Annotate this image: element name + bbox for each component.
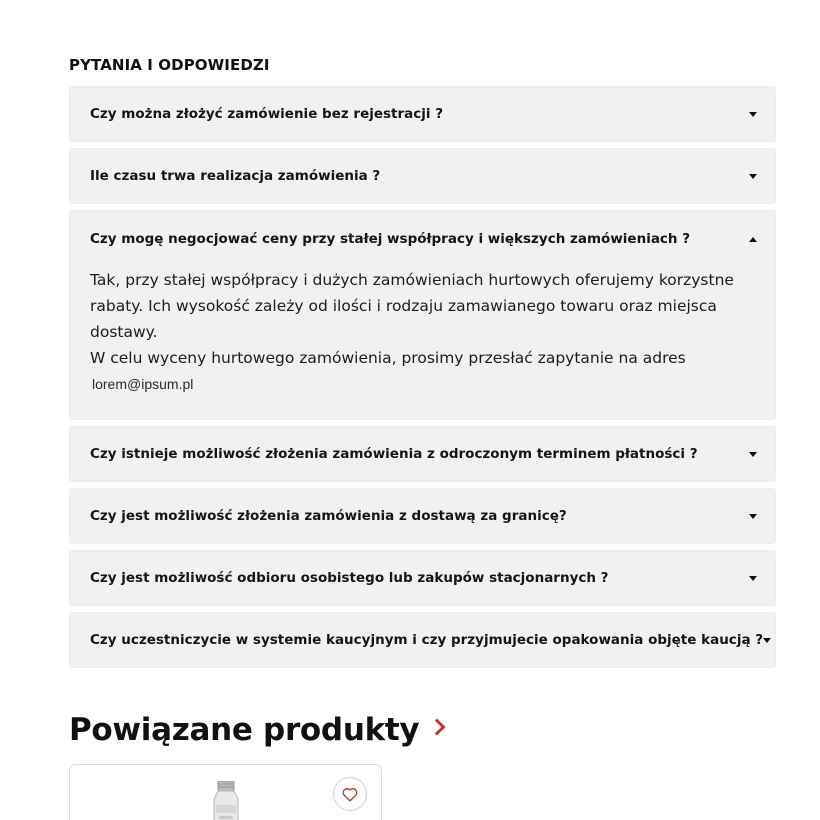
faq-list xyxy=(69,86,776,674)
faq-answer-text: Tak, przy stałej współpracy i dużych zamówieniach hurtowych oferujemy korzystne rabaty. Ich wysokość zależy od ilości i rodzaju zamawianego towaru oraz miejsca dostawy. xyxy=(90,271,734,341)
faq-question-toggle[interactable] xyxy=(70,211,775,267)
related-products-title: Powiązane produkty xyxy=(69,712,420,748)
faq-item xyxy=(69,550,776,606)
faq-item xyxy=(69,86,776,142)
faq-item-expanded xyxy=(69,210,776,420)
faq-item xyxy=(69,612,776,668)
chevron-right-icon xyxy=(429,719,446,736)
faq-question-toggle[interactable] xyxy=(70,551,775,605)
faq-question-text: Czy uczestniczycie w systemie kaucyjnym i czy przyjmujecie opakowania objęte kaucją ? xyxy=(90,632,764,648)
chevron-down-icon xyxy=(749,112,757,117)
faq-answer xyxy=(70,267,775,419)
faq-item xyxy=(69,148,776,204)
faq-question-text: Ile czasu trwa realizacja zamówienia ? xyxy=(90,168,381,184)
chevron-down-icon xyxy=(749,174,757,179)
product-image xyxy=(206,781,246,820)
chevron-up-icon xyxy=(749,237,757,242)
heart-icon xyxy=(342,787,358,802)
chevron-down-icon xyxy=(749,576,757,581)
faq-question-text: Czy jest możliwość złożenia zamówienia z dostawą za granicę? xyxy=(90,508,567,524)
faq-question-toggle[interactable] xyxy=(70,87,775,141)
add-to-favorites-button[interactable] xyxy=(333,777,367,811)
contact-email-link[interactable]: lorem@ipsum.pl xyxy=(92,376,194,392)
faq-question-toggle[interactable] xyxy=(70,149,775,203)
faq-item xyxy=(69,426,776,482)
chevron-down-icon xyxy=(763,638,771,643)
faq-section-title: PYTANIA I ODPOWIEDZI xyxy=(69,56,270,74)
faq-question-toggle[interactable] xyxy=(70,427,775,481)
faq-answer-text-contact: W celu wyceny hurtowego zamówienia, prosimy przesłać zapytanie na adres xyxy=(90,349,686,367)
faq-question-text: Czy jest możliwość odbioru osobistego lub zakupów stacjonarnych ? xyxy=(90,570,609,586)
chevron-down-icon xyxy=(749,514,757,519)
product-card[interactable] xyxy=(69,764,382,820)
faq-question-text: Czy istnieje możliwość złożenia zamówienia z odroczonym terminem płatności ? xyxy=(90,446,698,462)
faq-question-text: Czy mogę negocjować ceny przy stałej współpracy i większych zamówieniach ? xyxy=(90,231,691,247)
faq-question-toggle[interactable] xyxy=(70,613,775,667)
faq-question-text: Czy można złożyć zamówienie bez rejestracji ? xyxy=(90,106,444,122)
related-products-heading[interactable] xyxy=(69,712,443,748)
faq-item xyxy=(69,488,776,544)
chevron-down-icon xyxy=(749,452,757,457)
faq-question-toggle[interactable] xyxy=(70,489,775,543)
